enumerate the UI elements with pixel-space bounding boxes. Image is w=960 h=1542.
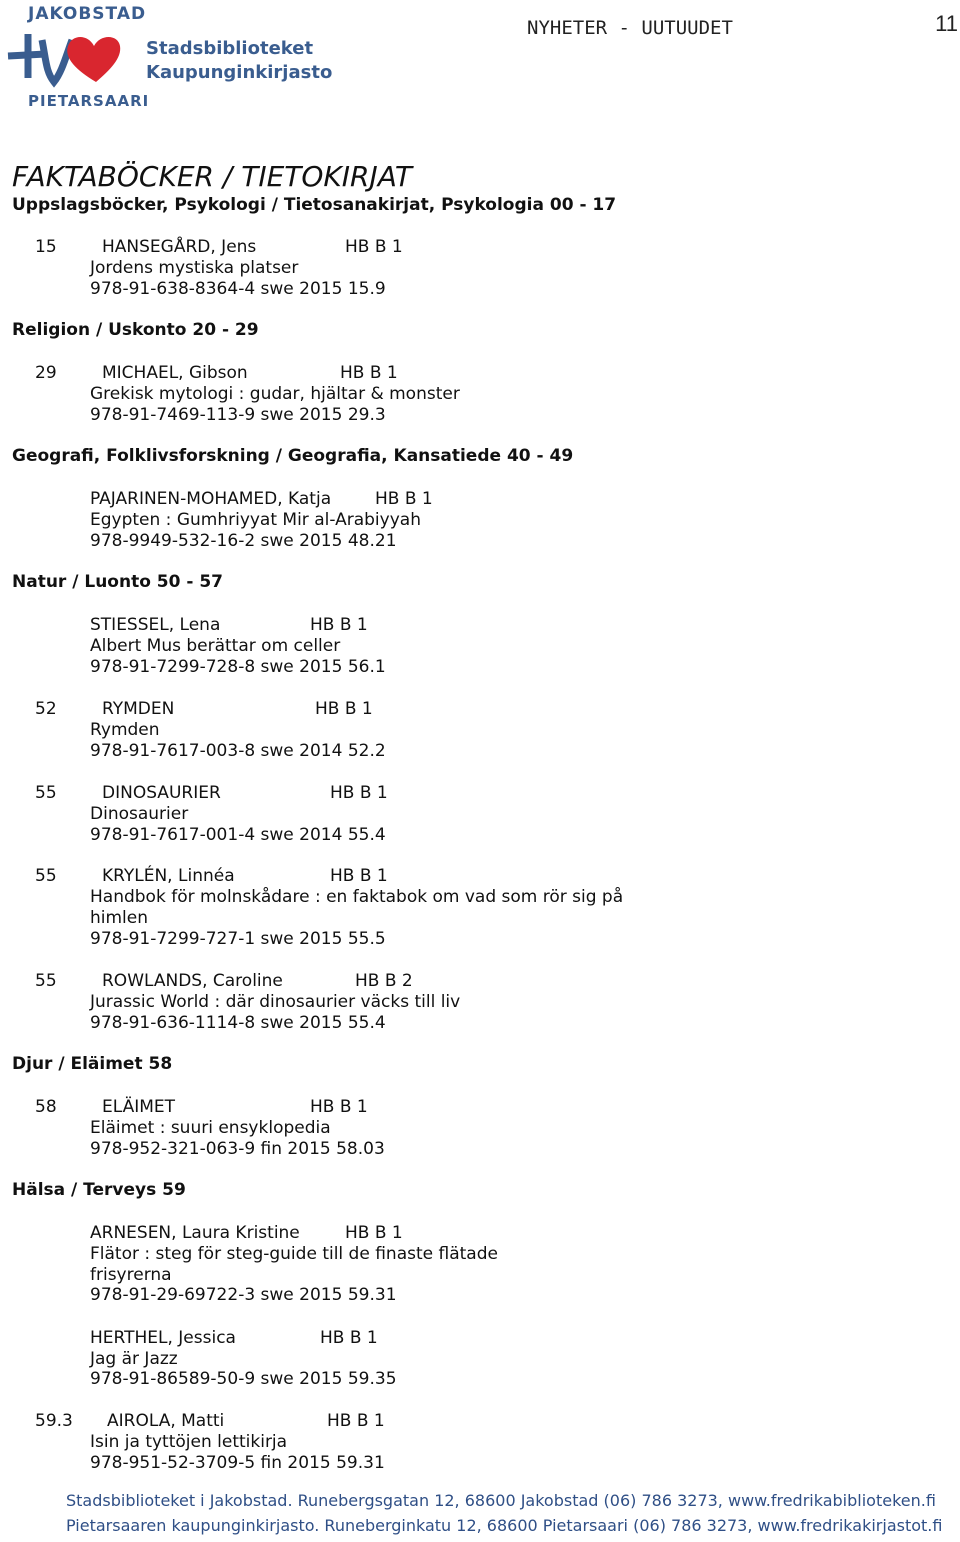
isbn-line: 978-9949-532-16-2 swe 2015 48.21	[90, 531, 397, 551]
heart-logo-icon	[6, 26, 146, 92]
author: ELÄIMET	[102, 1097, 176, 1117]
author: RYMDEN	[102, 699, 175, 719]
isbn-line: 978-91-7299-728-8 swe 2015 56.1	[90, 657, 386, 677]
author: DINOSAURIER	[102, 783, 221, 803]
book-title: Dinosaurier	[90, 804, 189, 824]
shelf-location: HB B 1	[310, 1097, 368, 1117]
shelf-location: HB B 1	[375, 489, 433, 509]
book-title: Eläimet : suuri ensyklopedia	[90, 1118, 331, 1138]
logo-city-fi: PIETARSAARI	[28, 92, 150, 110]
section-header: NYHETER - UUTUUDET	[527, 17, 733, 39]
category-heading: Natur / Luonto 50 - 57	[12, 572, 224, 592]
author: HERTHEL, Jessica	[90, 1328, 236, 1348]
author: HANSEGÅRD, Jens	[102, 237, 257, 257]
isbn-line: 978-952-321-063-9 fin 2015 58.03	[90, 1139, 385, 1159]
class-number: 55	[35, 971, 57, 991]
author: STIESSEL, Lena	[90, 615, 221, 635]
class-number: 55	[35, 783, 57, 803]
category-heading: Geografi, Folklivsforskning / Geografia, Kansatiede 40 - 49	[12, 446, 574, 466]
author: PAJARINEN-MOHAMED, Katja	[90, 489, 332, 509]
shelf-location: HB B 1	[310, 615, 368, 635]
shelf-location: HB B 1	[315, 699, 373, 719]
library-logo	[6, 4, 333, 112]
shelf-location: HB B 1	[345, 1223, 403, 1243]
book-title: Jurassic World : där dinosaurier väcks till liv	[90, 992, 461, 1012]
logo-library-name: Stadsbiblioteket Kaupunginkirjasto	[146, 38, 333, 83]
isbn-line: 978-91-638-8364-4 swe 2015 15.9	[90, 279, 386, 299]
author: ROWLANDS, Caroline	[102, 971, 283, 991]
book-title: Albert Mus berättar om celler	[90, 636, 341, 656]
book-title: Handbok för molnskådare : en faktabok om vad som rör sig på	[90, 887, 624, 907]
class-number: 59.3	[35, 1411, 73, 1431]
shelf-location: HB B 1	[327, 1411, 385, 1431]
footer-address-sv: Stadsbiblioteket i Jakobstad. Runebergsgatan 12, 68600 Jakobstad (06) 786 3273, www.fredrikabiblioteken.fi	[66, 1491, 936, 1510]
book-title: Rymden	[90, 720, 160, 740]
book-title-cont: himlen	[90, 908, 149, 928]
footer-address-fi: Pietarsaaren kaupunginkirjasto. Runeberginkatu 12, 68600 Pietarsaari (06) 786 3273, www.fredrikakirjastot.fi	[66, 1516, 943, 1535]
book-title-cont: frisyrerna	[90, 1265, 172, 1285]
class-number: 58	[35, 1097, 57, 1117]
category-heading: Religion / Uskonto 20 - 29	[12, 320, 259, 340]
shelf-location: HB B 1	[330, 783, 388, 803]
book-title: Grekisk mytologi : gudar, hjältar & monster	[90, 384, 460, 404]
shelf-location: HB B 2	[355, 971, 413, 991]
isbn-line: 978-91-86589-50-9 swe 2015 59.35	[90, 1369, 397, 1389]
isbn-line: 978-91-7469-113-9 swe 2015 29.3	[90, 405, 386, 425]
isbn-line: 978-91-7617-003-8 swe 2014 52.2	[90, 741, 386, 761]
page-number: 11	[935, 11, 958, 36]
shelf-location: HB B 1	[345, 237, 403, 257]
shelf-location: HB B 1	[340, 363, 398, 383]
isbn-line: 978-951-52-3709-5 fin 2015 59.31	[90, 1453, 385, 1473]
shelf-location: HB B 1	[320, 1328, 378, 1348]
class-number: 55	[35, 866, 57, 886]
book-title: Egypten : Gumhriyyat Mir al-Arabiyyah	[90, 510, 421, 530]
book-title: Isin ja tyttöjen lettikirja	[90, 1432, 288, 1452]
book-title: Jordens mystiska platser	[90, 258, 299, 278]
logo-city-sv: JAKOBSTAD	[28, 4, 147, 24]
category-heading: Uppslagsböcker, Psykologi / Tietosanakirjat, Psykologia 00 - 17	[12, 195, 617, 215]
author: MICHAEL, Gibson	[102, 363, 248, 383]
book-title: Jag är Jazz	[90, 1349, 178, 1369]
page-title: FAKTABÖCKER / TIETOKIRJAT	[12, 160, 412, 193]
class-number: 29	[35, 363, 57, 383]
category-heading: Hälsa / Terveys 59	[12, 1180, 186, 1200]
author: AIROLA, Matti	[107, 1411, 225, 1431]
isbn-line: 978-91-7617-001-4 swe 2014 55.4	[90, 825, 386, 845]
class-number: 15	[35, 237, 57, 257]
book-title: Flätor : steg för steg-guide till de finaste flätade	[90, 1244, 498, 1264]
isbn-line: 978-91-636-1114-8 swe 2015 55.4	[90, 1013, 386, 1033]
class-number: 52	[35, 699, 57, 719]
isbn-line: 978-91-7299-727-1 swe 2015 55.5	[90, 929, 386, 949]
shelf-location: HB B 1	[330, 866, 388, 886]
author: KRYLÉN, Linnéa	[102, 866, 235, 886]
author: ARNESEN, Laura Kristine	[90, 1223, 300, 1243]
isbn-line: 978-91-29-69722-3 swe 2015 59.31	[90, 1285, 397, 1305]
category-heading: Djur / Eläimet 58	[12, 1054, 173, 1074]
